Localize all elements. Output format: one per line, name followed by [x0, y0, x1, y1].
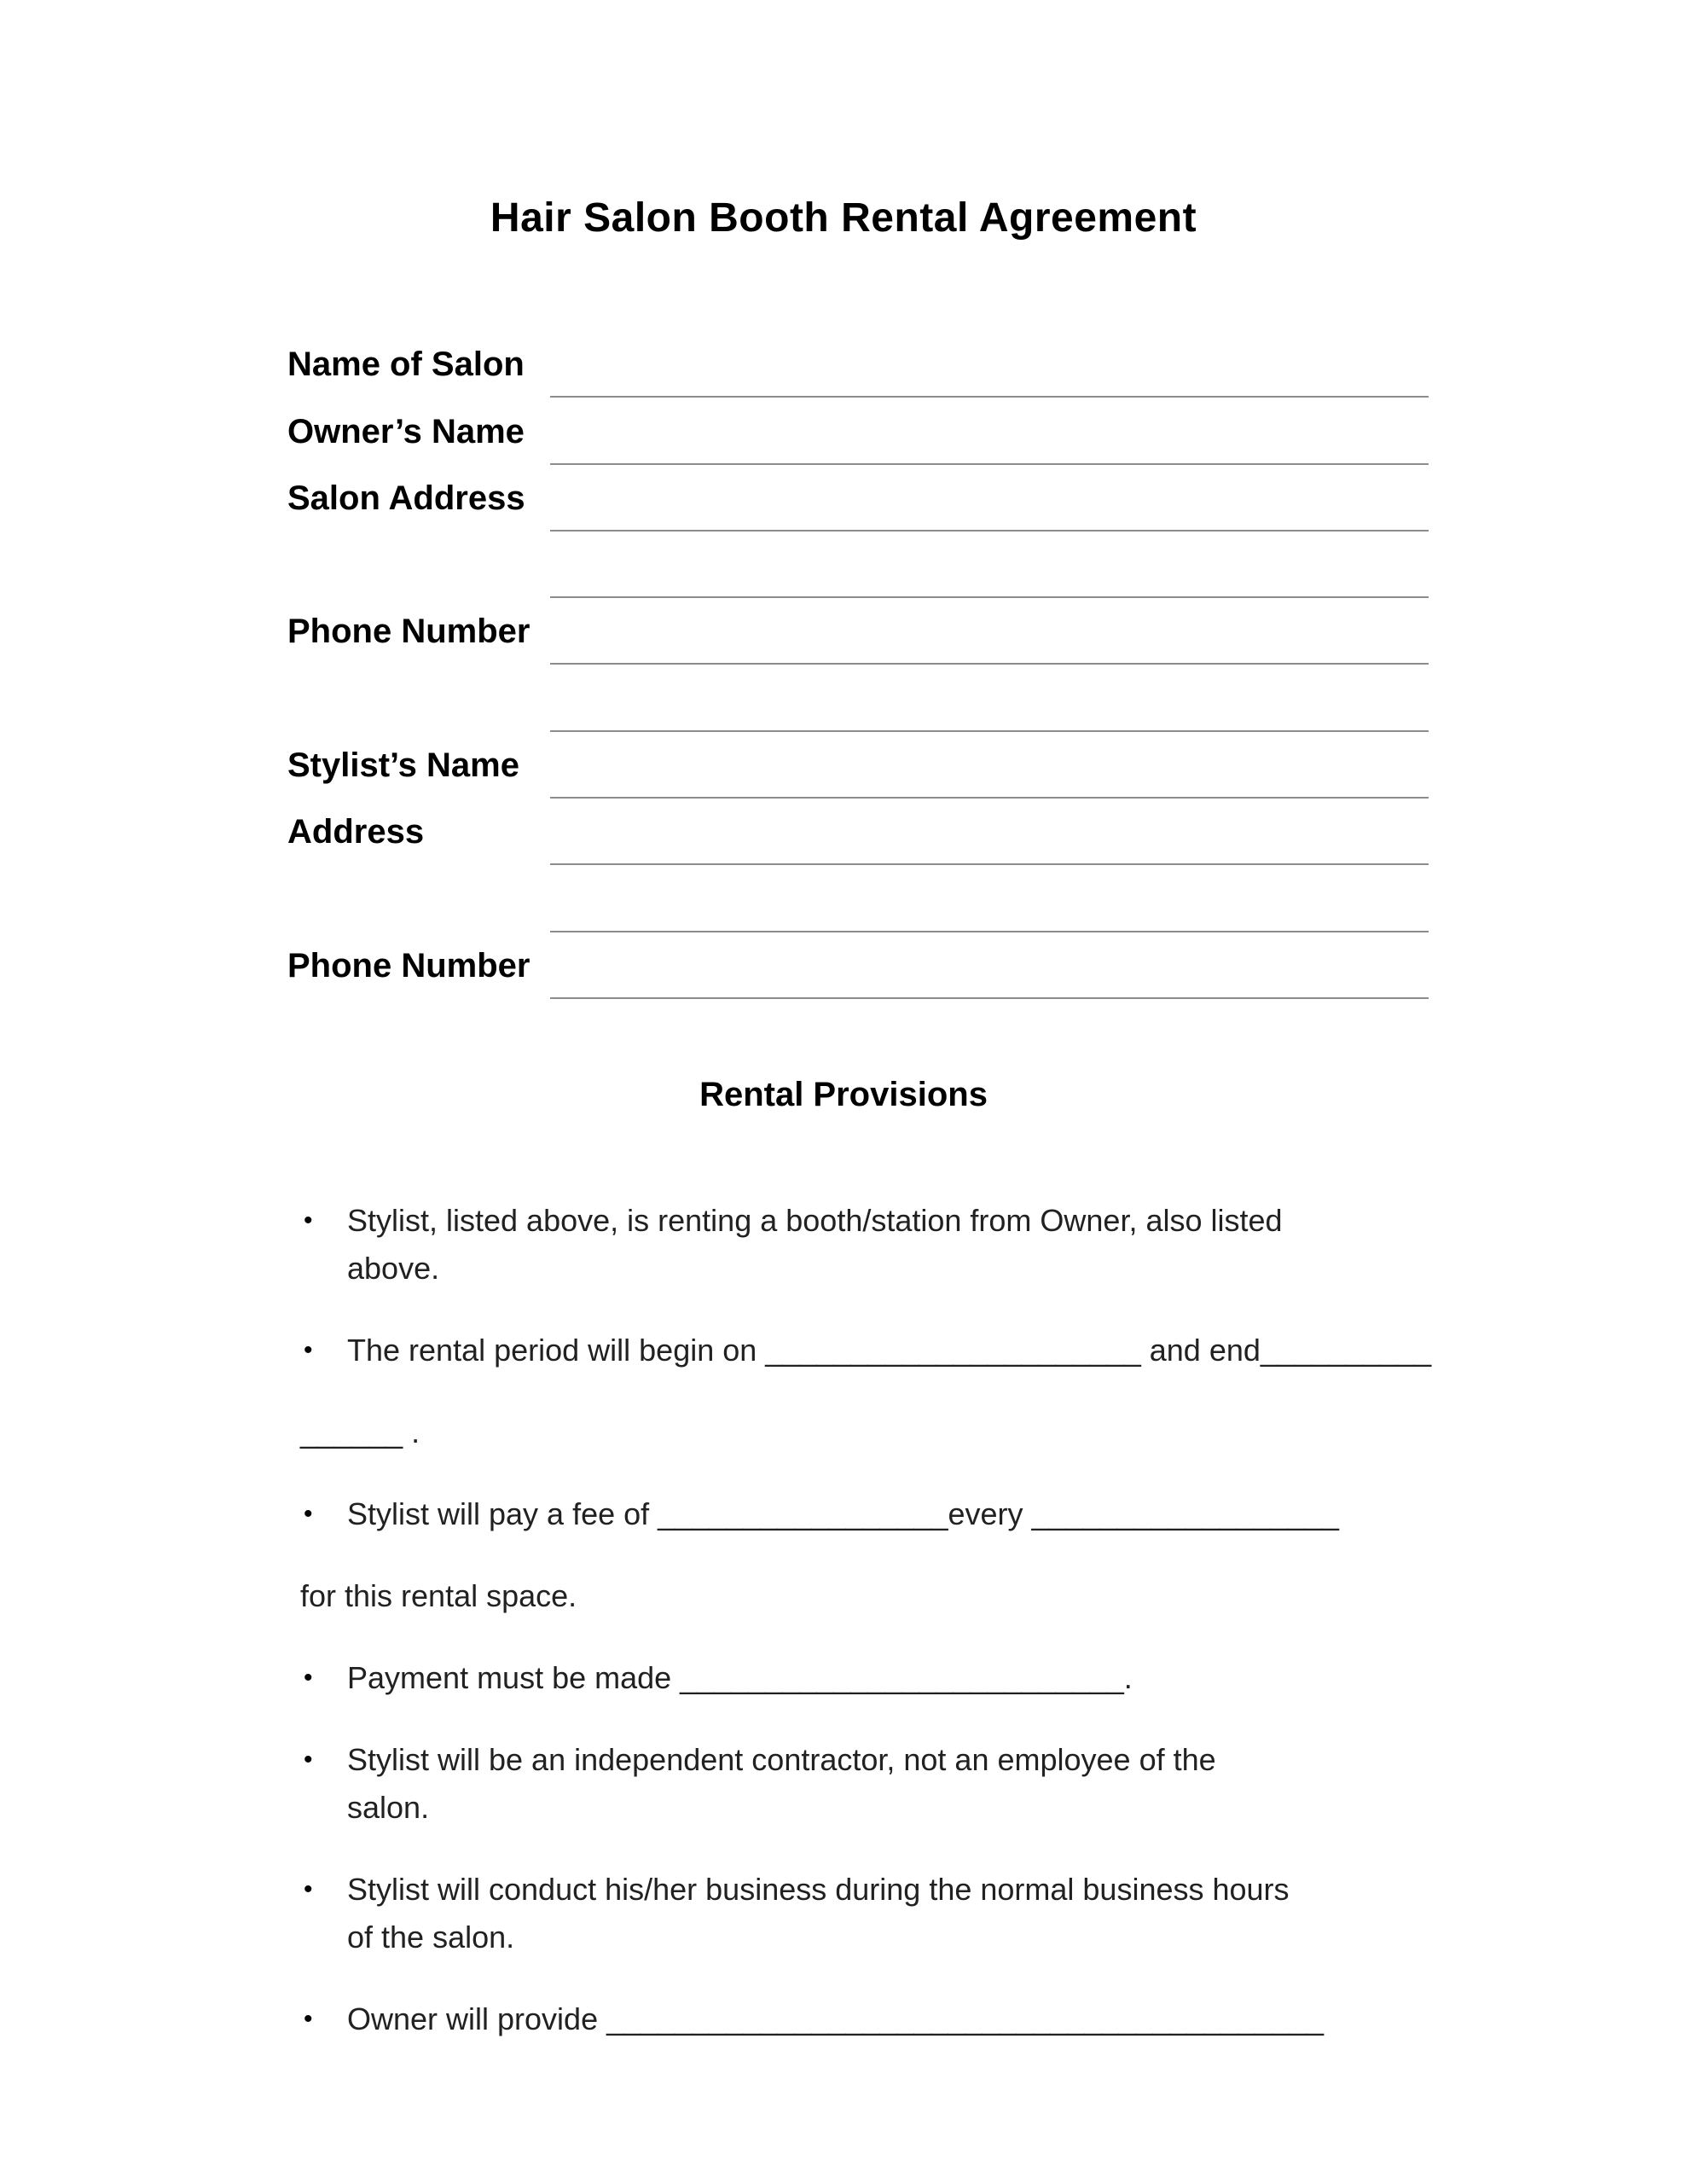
form-row: [287, 465, 1429, 531]
form-row-label: Stylist’s Name: [287, 746, 519, 785]
fill-in-line: [550, 732, 1429, 799]
form-row: [287, 398, 1429, 464]
fill-in-line: [550, 865, 1429, 932]
continuation-item: [300, 1409, 1511, 1456]
section-heading: Rental Provisions: [699, 1076, 988, 1113]
bullet-icon: •: [304, 1745, 313, 1774]
form-row-label: Phone Number: [287, 946, 530, 985]
form-row-label: Salon Address: [287, 479, 525, 517]
bullet-text: Payment must be made __________________________.: [347, 1660, 1133, 1695]
fill-in-line: [550, 932, 1429, 999]
form-row-label: [287, 584, 550, 598]
form-row: [287, 799, 1429, 865]
bullet-icon: •: [304, 1875, 313, 1903]
form-row-label: [287, 718, 550, 732]
form-row-label: Name of Salon: [287, 346, 525, 384]
bullet-icon: •: [304, 1664, 313, 1692]
form-row: [287, 331, 1429, 398]
fill-in-line: [550, 465, 1429, 531]
bullet-text: salon.: [347, 1790, 430, 1825]
form-row: [287, 665, 1429, 731]
bullet-text: Owner will provide __________________________________________: [347, 2001, 1325, 2036]
page-title: Hair Salon Booth Rental Agreement: [490, 195, 1197, 241]
form-row-label: Address: [287, 813, 425, 851]
form-row: [287, 932, 1429, 999]
bullet-item: [300, 1654, 1511, 1702]
bullet-item: [300, 1736, 1511, 1832]
bullet-item: [300, 1327, 1511, 1374]
bullet-item: [300, 1197, 1511, 1292]
bullet-icon: •: [304, 1206, 313, 1234]
provisions-list: [300, 1197, 1511, 2077]
bullet-icon: •: [304, 1336, 313, 1364]
continuation-text: for this rental space.: [300, 1578, 577, 1613]
bullet-text: The rental period will begin on ______________________ and end__________: [347, 1333, 1432, 1368]
bullet-icon: •: [304, 2005, 313, 2033]
form-row-label: Phone Number: [287, 613, 530, 651]
bullet-item: [300, 1995, 1511, 2043]
form-row: [287, 598, 1429, 665]
bullet-text: Stylist will be an independent contractor, not an employee of the: [347, 1742, 1216, 1777]
form-row-label: [287, 919, 550, 932]
bullet-item: [300, 1490, 1511, 1538]
form-row: [287, 531, 1429, 598]
fill-in-line: [550, 531, 1429, 598]
form-row: [287, 732, 1429, 799]
bullet-text: above.: [347, 1251, 440, 1286]
bullet-icon: •: [304, 1500, 313, 1528]
bullet-item: [300, 1866, 1511, 1961]
bullet-text: Stylist will conduct his/her business during the normal business hours: [347, 1872, 1290, 1907]
fill-in-line: [550, 598, 1429, 665]
continuation-text: ______ .: [300, 1414, 420, 1449]
form-row: [287, 865, 1429, 932]
contact-form: [287, 331, 1429, 999]
bullet-text: Stylist, listed above, is renting a booth/station from Owner, also listed: [347, 1203, 1283, 1238]
fill-in-line: [550, 398, 1429, 464]
bullet-text: Stylist will pay a fee of _________________every __________________: [347, 1496, 1339, 1531]
continuation-item: [300, 1572, 1511, 1620]
fill-in-line: [550, 665, 1429, 731]
fill-in-line: [550, 799, 1429, 865]
form-row-label: Owner’s Name: [287, 412, 525, 450]
fill-in-line: [550, 331, 1429, 398]
bullet-text: of the salon.: [347, 1920, 515, 1955]
